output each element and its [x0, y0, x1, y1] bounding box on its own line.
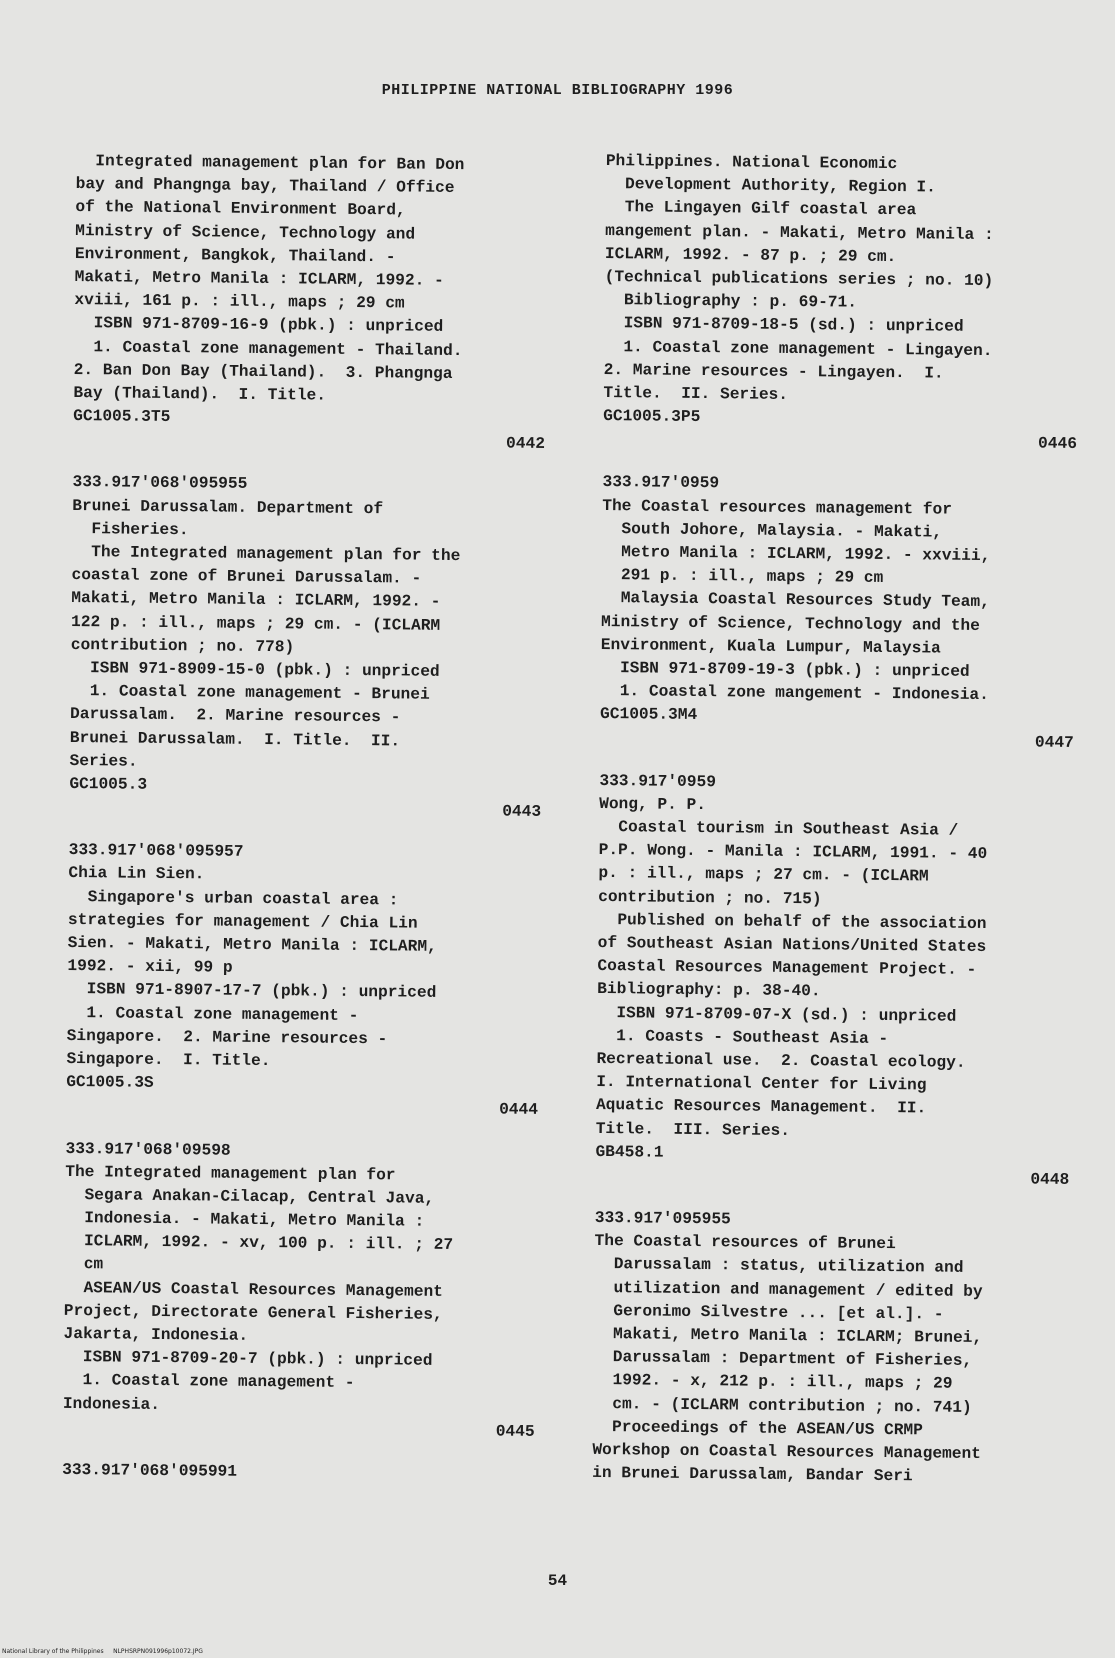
entry-line: ISBN 971-8709-07-X (sd.) : unpriced: [596, 1003, 957, 1026]
entry-line: GC1005.3S: [66, 1073, 154, 1092]
entry-line: Published on behalf of the association: [597, 910, 987, 933]
entry-line: Jakarta, Indonesia.: [63, 1324, 249, 1345]
entry-line: 291 p. : ill., maps ; 29 cm: [601, 566, 884, 588]
entry-line: Brunei Darussalam. Department of: [72, 496, 384, 518]
entry-line: 333.917'068'095955: [72, 473, 248, 494]
entry-line: strategies for management / Chia Lin: [67, 910, 418, 933]
entry-line: mangement plan. - Makati, Metro Manila :: [605, 221, 994, 244]
entry-line: bay and Phangnga bay, Thailand / Office: [75, 175, 455, 198]
entry-line: Singapore's urban coastal area :: [68, 887, 399, 910]
entry-line: 333.917'095955: [594, 1209, 731, 1229]
entry-line: 1. Coastal zone management -: [63, 1371, 355, 1393]
entry-line: ICLARM, 1992. - 87 p. ; 29 cm.: [604, 244, 897, 266]
entry-line: Singapore. 2. Marine resources -: [66, 1026, 388, 1049]
entry-line: 1. Coastal zone management - Brunei: [70, 682, 430, 704]
entry-line: utilization and management / edited by: [593, 1278, 983, 1301]
bibliography-entry: [595, 770, 1090, 1212]
entry-number: 0443: [502, 802, 542, 821]
entry-line: cm. - (ICLARM contribution ; no. 741): [592, 1394, 972, 1417]
entry-line: ISBN 971-8907-17-7 (pbk.) : unpriced: [67, 980, 437, 1003]
entry-line: South Johore, Malaysia. - Makati,: [601, 519, 943, 542]
entry-line: Ministry of Science, Technology and: [75, 221, 416, 244]
entry-line: Workshop on Coastal Resources Management: [592, 1440, 982, 1463]
entry-line: Bay (Thailand). I. Title.: [73, 383, 327, 405]
entry-line: Bibliography: p. 38-40.: [597, 980, 821, 1001]
entry-line: Bibliography : p. 69-71.: [604, 291, 858, 312]
entry-line: 1992. - xii, 99 p: [67, 957, 233, 977]
entry-line: ISBN 971-8909-15-0 (pbk.) : unpriced: [70, 658, 440, 681]
entry-line: Fisheries.: [71, 519, 189, 540]
entry-line: Wong, P. P.: [599, 794, 707, 814]
bibliography-entry: [69, 471, 561, 844]
entry-line: ICLARM, 1992. - xv, 100 p. : ill. ; 27: [64, 1232, 454, 1255]
entry-line: The Integrated management plan for: [65, 1162, 396, 1185]
entry-line: xviii, 161 p. : ill., maps ; 29 cm: [74, 291, 405, 313]
entry-line: 1. Coastal zone management - Thailand.: [73, 337, 463, 360]
entry-line: Ministry of Science, Technology and the: [600, 612, 980, 635]
bibliography-entry: [592, 1207, 1085, 1490]
bibliography-entry: [62, 1137, 553, 1464]
entry-line: Sien. - Makati, Metro Manila : ICLARM,: [67, 933, 437, 956]
entry-line: contribution ; no. 778): [70, 635, 295, 657]
entry-line: ASEAN/US Coastal Resources Management: [63, 1278, 444, 1301]
entry-line: 1992. - x, 212 p. : ill., maps ; 29: [593, 1371, 953, 1394]
entry-line: Malaysia Coastal Resources Study Team,: [601, 589, 990, 612]
entry-line: 1. Coastal zone mangement - Indonesia.: [600, 682, 989, 705]
entry-line: Philippines. National Economic: [605, 151, 898, 174]
entry-line: (Technical publications series ; no. 10): [604, 267, 994, 290]
entry-line: Title. III. Series.: [595, 1119, 791, 1140]
entry-line: GB458.1: [595, 1142, 664, 1162]
entry-line: Coastal tourism in Southeast Asia /: [598, 818, 959, 840]
entry-line: 333.917'068'095991: [62, 1460, 238, 1481]
entry-number: 0447: [1034, 733, 1074, 752]
entry-line: Chia Lin Sien.: [68, 864, 205, 884]
entry-line: Recreational use. 2. Coastal ecology.: [596, 1049, 966, 1072]
entry-line: Project, Directorate General Fisheries,: [63, 1301, 443, 1324]
entry-line: in Brunei Darussalam, Bandar Seri: [592, 1464, 913, 1486]
entry-line: 333.917'0959: [599, 771, 717, 791]
entry-line: The Coastal resources management for: [602, 496, 953, 519]
entry-number: 0444: [499, 1100, 539, 1120]
entry-line: ISBN 971-8709-18-5 (sd.) : unpriced: [604, 314, 964, 337]
entry-line: Indonesia.: [62, 1394, 161, 1414]
entry-line: 1. Coastal zone management -: [66, 1003, 359, 1025]
entry-line: 1. Coastal zone management - Lingayen.: [603, 337, 993, 360]
entry-number: 0446: [1037, 434, 1078, 454]
entry-line: I. International Center for Living: [596, 1073, 927, 1095]
entry-line: GC1005.3T5: [73, 407, 171, 427]
entry-line: Integrated management plan for Ban Don: [75, 151, 465, 175]
entry-line: 333.917'068'09598: [65, 1139, 231, 1160]
entry-line: Geronimo Silvestre ... [et al.]. -: [593, 1301, 944, 1324]
entry-line: coastal zone of Brunei Darussalam. -: [71, 566, 422, 588]
entry-line: Makati, Metro Manila : ICLARM, 1992. -: [71, 589, 441, 612]
bibliography-entry: [600, 471, 1093, 774]
entry-line: The Integrated management plan for the: [71, 542, 461, 566]
entry-line: ISBN 971-8709-20-7 (pbk.) : unpriced: [63, 1348, 433, 1370]
entry-line: GC1005.3P5: [603, 407, 701, 427]
entry-line: P.P. Wong. - Manila : ICLARM, 1991. - 40: [598, 841, 988, 864]
entry-line: 2. Marine resources - Lingayen. I.: [603, 360, 944, 383]
entry-line: Makati, Metro Manila : ICLARM; Brunei,: [593, 1324, 983, 1348]
entry-number: 0445: [495, 1422, 535, 1441]
entry-line: Darussalam : Department of Fisheries,: [593, 1348, 973, 1371]
entry-line: Darussalam. 2. Marine resources -: [69, 705, 401, 727]
entry-line: Environment, Bangkok, Thailand. -: [74, 244, 396, 267]
entry-line: The Coastal resources of Brunei: [594, 1232, 896, 1254]
entry-line: Title. II. Series.: [603, 383, 789, 404]
entry-line: 333.917'068'095957: [68, 841, 244, 862]
entry-number: 0448: [1030, 1170, 1070, 1189]
bibliography-entry: [66, 839, 557, 1142]
entry-line: of Southeast Asian Nations/United States: [597, 933, 987, 957]
entry-line: Series.: [69, 751, 138, 771]
page-title: PHILIPPINE NATIONAL BIBLIOGRAPHY 1996: [381, 82, 734, 99]
bibliography-entry: [62, 1459, 550, 1487]
entry-line: The Lingayen Gilf coastal area: [605, 198, 917, 220]
entry-line: 122 p. : ill., maps ; 29 cm. - (ICLARM: [70, 612, 441, 635]
entry-line: Segara Anakan-Cilacap, Central Java,: [64, 1185, 435, 1208]
entry-line: Indonesia. - Makati, Metro Manila :: [64, 1209, 425, 1231]
entry-line: Development Authority, Region I.: [605, 175, 936, 197]
entry-line: p. : ill., maps ; 27 cm. - (ICLARM: [598, 864, 929, 886]
entry-line: Metro Manila : ICLARM, 1992. - xxviii,: [601, 542, 991, 566]
entry-line: of the National Environment Board,: [75, 198, 406, 220]
scan-credit: National Library of the Philippines NLPHSRPN091996p10072.JPG: [2, 1648, 203, 1655]
page-number: 54: [547, 1572, 568, 1590]
entry-line: Coastal Resources Management Project. -: [597, 957, 977, 980]
entry-line: 1. Coasts - Southeast Asia -: [596, 1026, 889, 1048]
left-column: [62, 150, 564, 1487]
entry-line: Darussalam : status, utilization and: [594, 1255, 964, 1278]
entry-line: GC1005.3: [69, 774, 148, 794]
entry-line: 333.917'0959: [602, 473, 720, 493]
entry-line: Singapore. I. Title.: [66, 1049, 271, 1071]
right-column: [592, 150, 1096, 1490]
entry-line: ISBN 971-8709-19-3 (pbk.) : unpriced: [600, 658, 970, 681]
entry-line: 2. Ban Don Bay (Thailand). 3. Phangnga: [73, 360, 453, 383]
entry-line: Aquatic Resources Management. II.: [595, 1096, 927, 1118]
bibliography-entry: [73, 150, 564, 477]
bibliography-entry: [603, 150, 1096, 477]
entry-number: 0442: [505, 434, 546, 454]
entry-line: Makati, Metro Manila : ICLARM, 1992. -: [74, 267, 444, 290]
entry-line: contribution ; no. 715): [598, 887, 822, 908]
entry-line: cm: [64, 1255, 104, 1274]
entry-line: Proceedings of the ASEAN/US CRMP: [592, 1417, 923, 1440]
entry-line: Environment, Kuala Lumpur, Malaysia: [600, 635, 941, 658]
entry-line: GC1005.3M4: [599, 705, 698, 725]
entry-line: Brunei Darussalam. I. Title. II.: [69, 728, 401, 750]
entry-line: ISBN 971-8709-16-9 (pbk.) : unpriced: [74, 314, 444, 337]
